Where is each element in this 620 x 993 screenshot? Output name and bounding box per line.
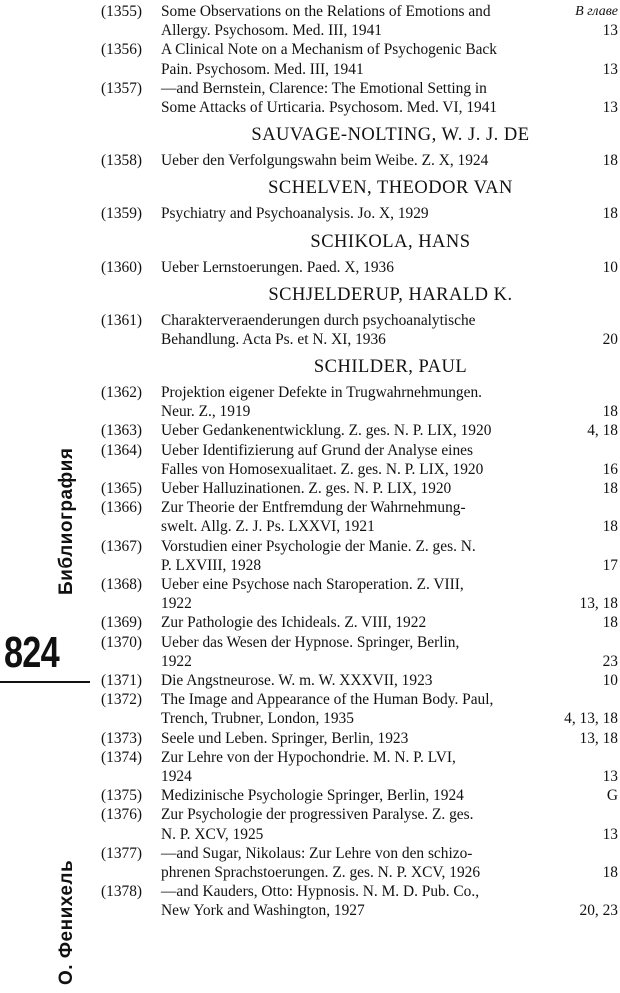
entry-number: (1366) — [101, 499, 143, 517]
entry-number: (1368) — [101, 576, 143, 594]
entry-chapters: 20, 23 — [579, 902, 618, 920]
entry-chapters: 10 — [602, 258, 618, 276]
bibliography-entry — [101, 204, 620, 223]
entry-text-line: Ueber Lernstoerungen. Paed. X, 1936 — [161, 258, 394, 276]
entry-chapters: 13 — [602, 22, 618, 40]
entry-chapters: 18 — [602, 152, 618, 170]
entry-text-line: Trench, Trubner, London, 1935 — [161, 710, 354, 728]
entry-chapters: 13, 18 — [579, 729, 618, 747]
entry-number: (1363) — [101, 422, 143, 440]
entry-chapters: 13 — [602, 767, 618, 785]
entry-text-line: Ueber Identifizierung auf Grund der Analyse eines — [161, 441, 473, 459]
entry-chapters: 10 — [602, 671, 618, 689]
entry-text-line: Neur. Z., 1919 — [161, 403, 251, 421]
entry-text-line: Zur Theorie der Entfremdung der Wahrnehmung- — [161, 499, 466, 517]
entry-text-line: Zur Pathologie des Ichideals. Z. VIII, 1922 — [161, 614, 427, 632]
entry-number: (1370) — [101, 633, 143, 651]
entry-text-line: Zur Lehre von der Hypochondrie. M. N. P. LVI, — [161, 748, 456, 766]
entry-text-line: N. P. XCV, 1925 — [161, 825, 264, 843]
bibliography-entry — [101, 786, 620, 805]
page-number: 824 — [4, 628, 59, 677]
entry-text-line: Some Observations on the Relations of Emotions and — [161, 3, 491, 20]
entry-number: (1378) — [101, 883, 143, 901]
entry-number: (1367) — [101, 537, 143, 555]
bibliography-entry — [101, 151, 620, 170]
bibliography-entry — [101, 575, 620, 613]
entry-number: (1375) — [101, 787, 143, 805]
entry-text-line: The Image and Appearance of the Human Body. Paul, — [161, 691, 494, 709]
bibliography-entry — [101, 729, 620, 748]
entry-number: (1356) — [101, 41, 143, 59]
entry-text-line: 1922 — [161, 595, 192, 613]
entry-text-line: A Clinical Note on a Mechanism of Psychogenic Back — [161, 41, 497, 59]
entry-number: (1364) — [101, 441, 143, 459]
entry-chapters: 13 — [602, 825, 618, 843]
bibliography-entry — [101, 311, 620, 349]
entry-text-line: 1922 — [161, 652, 192, 670]
entry-text-line: Ueber Gedankenentwicklung. Z. ges. N. P. LIX, 1920 — [161, 422, 492, 440]
bibliography-entry — [101, 479, 620, 498]
entry-number: (1358) — [101, 152, 143, 170]
entry-text-line: Ueber den Verfolgungswahn beim Weibe. Z. X, 1924 — [161, 152, 489, 170]
entry-text-line: 1924 — [161, 767, 192, 785]
author-heading: SCHJELDERUP, HARALD K. — [268, 284, 513, 305]
sidebar — [0, 0, 95, 993]
bibliography-entry — [101, 258, 620, 277]
entry-chapters: 18 — [602, 205, 618, 223]
bibliography-entry — [101, 421, 620, 440]
entry-text-line: Die Angstneurose. W. m. W. XXXVII, 1923 — [161, 671, 433, 689]
entry-chapters: 18 — [602, 403, 618, 421]
entry-number: (1371) — [101, 671, 143, 689]
entry-chapters: 18 — [602, 863, 618, 881]
entry-chapters: 4, 18 — [587, 422, 618, 440]
entry-number: (1373) — [101, 729, 143, 747]
bibliography-entry — [101, 498, 620, 536]
bibliography-entry — [101, 537, 620, 575]
entry-text-line: Medizinische Psychologie Springer, Berlin, 1924 — [161, 787, 464, 805]
entry-chapters: 18 — [602, 614, 618, 632]
entry-number: (1369) — [101, 614, 143, 632]
entry-text-line: Charakterveraenderungen durch psychoanalytische — [161, 311, 476, 329]
entry-chapters: 13, 18 — [579, 595, 618, 613]
entry-number: (1372) — [101, 691, 143, 709]
bibliography-column — [101, 2, 620, 920]
entry-chapters: 13 — [602, 60, 618, 78]
entry-text-line: Pain. Psychosom. Med. III, 1941 — [161, 60, 364, 78]
bibliography-entry — [101, 2, 620, 40]
entry-number: (1361) — [101, 311, 143, 329]
entry-number: (1359) — [101, 205, 143, 223]
entry-chapters: 23 — [602, 652, 618, 670]
bibliography-entry — [101, 805, 620, 843]
bibliography-entry — [101, 613, 620, 632]
entry-text-line: P. LXVIII, 1928 — [161, 556, 262, 574]
entry-text-line: Some Attacks of Urticaria. Psychosom. Med. VI, 1941 — [161, 98, 498, 116]
entry-chapters: G — [606, 787, 618, 805]
entries-list — [101, 2, 620, 920]
bibliography-entry — [101, 383, 620, 421]
entry-text-line: Allergy. Psychosom. Med. III, 1941 — [161, 22, 383, 40]
entry-number: (1360) — [101, 258, 143, 276]
entry-text-line: Ueber eine Psychose nach Staroperation. Z. VIII, — [161, 576, 464, 594]
entry-chapters: 18 — [602, 480, 618, 498]
bibliography-entry — [101, 882, 620, 920]
entry-number: (1362) — [101, 384, 143, 402]
entry-text-line: Psychiatry and Psychoanalysis. Jo. X, 1929 — [161, 205, 429, 223]
entry-text-line: Falles von Homosexualitaet. Z. ges. N. P. LIX, 1920 — [161, 460, 484, 478]
section-title-vertical: Библиография — [56, 447, 77, 595]
page-number-rule — [0, 681, 90, 683]
entry-number: (1376) — [101, 806, 143, 824]
entry-text-line: Projektion eigener Defekte in Trugwahrnehmungen. — [161, 384, 482, 402]
bibliography-entry — [101, 633, 620, 671]
entry-chapters: 16 — [602, 460, 618, 478]
bibliography-entry — [101, 690, 620, 728]
entry-text-line: New York and Washington, 1927 — [161, 902, 365, 920]
entry-text-line: —and Kauders, Otto: Hypnosis. N. M. D. Pub. Co., — [161, 883, 480, 901]
entry-text-line: Zur Psychologie der progressiven Paralyse. Z. ges. — [161, 806, 474, 824]
chapter-column-header: В главе — [575, 4, 618, 19]
entry-number: (1365) — [101, 480, 143, 498]
bibliography-entry — [101, 671, 620, 690]
author-heading: SCHILDER, PAUL — [313, 357, 468, 378]
entry-number: (1374) — [101, 748, 143, 766]
entry-text-line: swelt. Allg. Z. J. Ps. LXXVI, 1921 — [161, 518, 375, 536]
entry-number: (1355) — [101, 3, 143, 20]
entry-chapters: 18 — [602, 518, 618, 536]
entry-text-line: Ueber das Wesen der Hypnose. Springer, Berlin, — [161, 633, 460, 651]
entry-text-line: Behandlung. Acta Ps. et N. XI, 1936 — [161, 330, 386, 348]
bibliography-entry — [101, 748, 620, 786]
entry-chapters: 13 — [602, 98, 618, 116]
entry-text-line: Ueber Halluzinationen. Z. ges. N. P. LIX, 1920 — [161, 480, 452, 498]
bibliography-entry — [101, 40, 620, 78]
author-heading: SCHIKOLA, HANS — [310, 231, 471, 252]
entry-chapters: 4, 13, 18 — [564, 710, 618, 728]
entry-text-line: Seele und Leben. Springer, Berlin, 1923 — [161, 729, 409, 747]
author-heading: SCHELVEN, THEODOR VAN — [268, 178, 513, 199]
bibliography-entry — [101, 844, 620, 882]
entry-text-line: Vorstudien einer Psychologie der Manie. Z. ges. N. — [161, 537, 476, 555]
entry-text-line: —and Sugar, Nikolaus: Zur Lehre von den schizo- — [161, 844, 473, 862]
entry-chapters: 20 — [602, 330, 618, 348]
author-heading: SAUVAGE-NOLTING, W. J. J. DE — [251, 125, 530, 146]
bibliography-entry — [101, 441, 620, 479]
book-author-vertical: О. Фенихель — [56, 859, 77, 985]
entry-text-line: phrenen Sprachstoerungen. Z. ges. N. P. XCV, 1926 — [161, 863, 481, 881]
entry-number: (1377) — [101, 844, 143, 862]
bibliography-entry — [101, 79, 620, 117]
entry-chapters: 17 — [602, 556, 618, 574]
entry-text-line: —and Bernstein, Clarence: The Emotional Setting in — [161, 79, 487, 97]
entry-number: (1357) — [101, 79, 143, 97]
